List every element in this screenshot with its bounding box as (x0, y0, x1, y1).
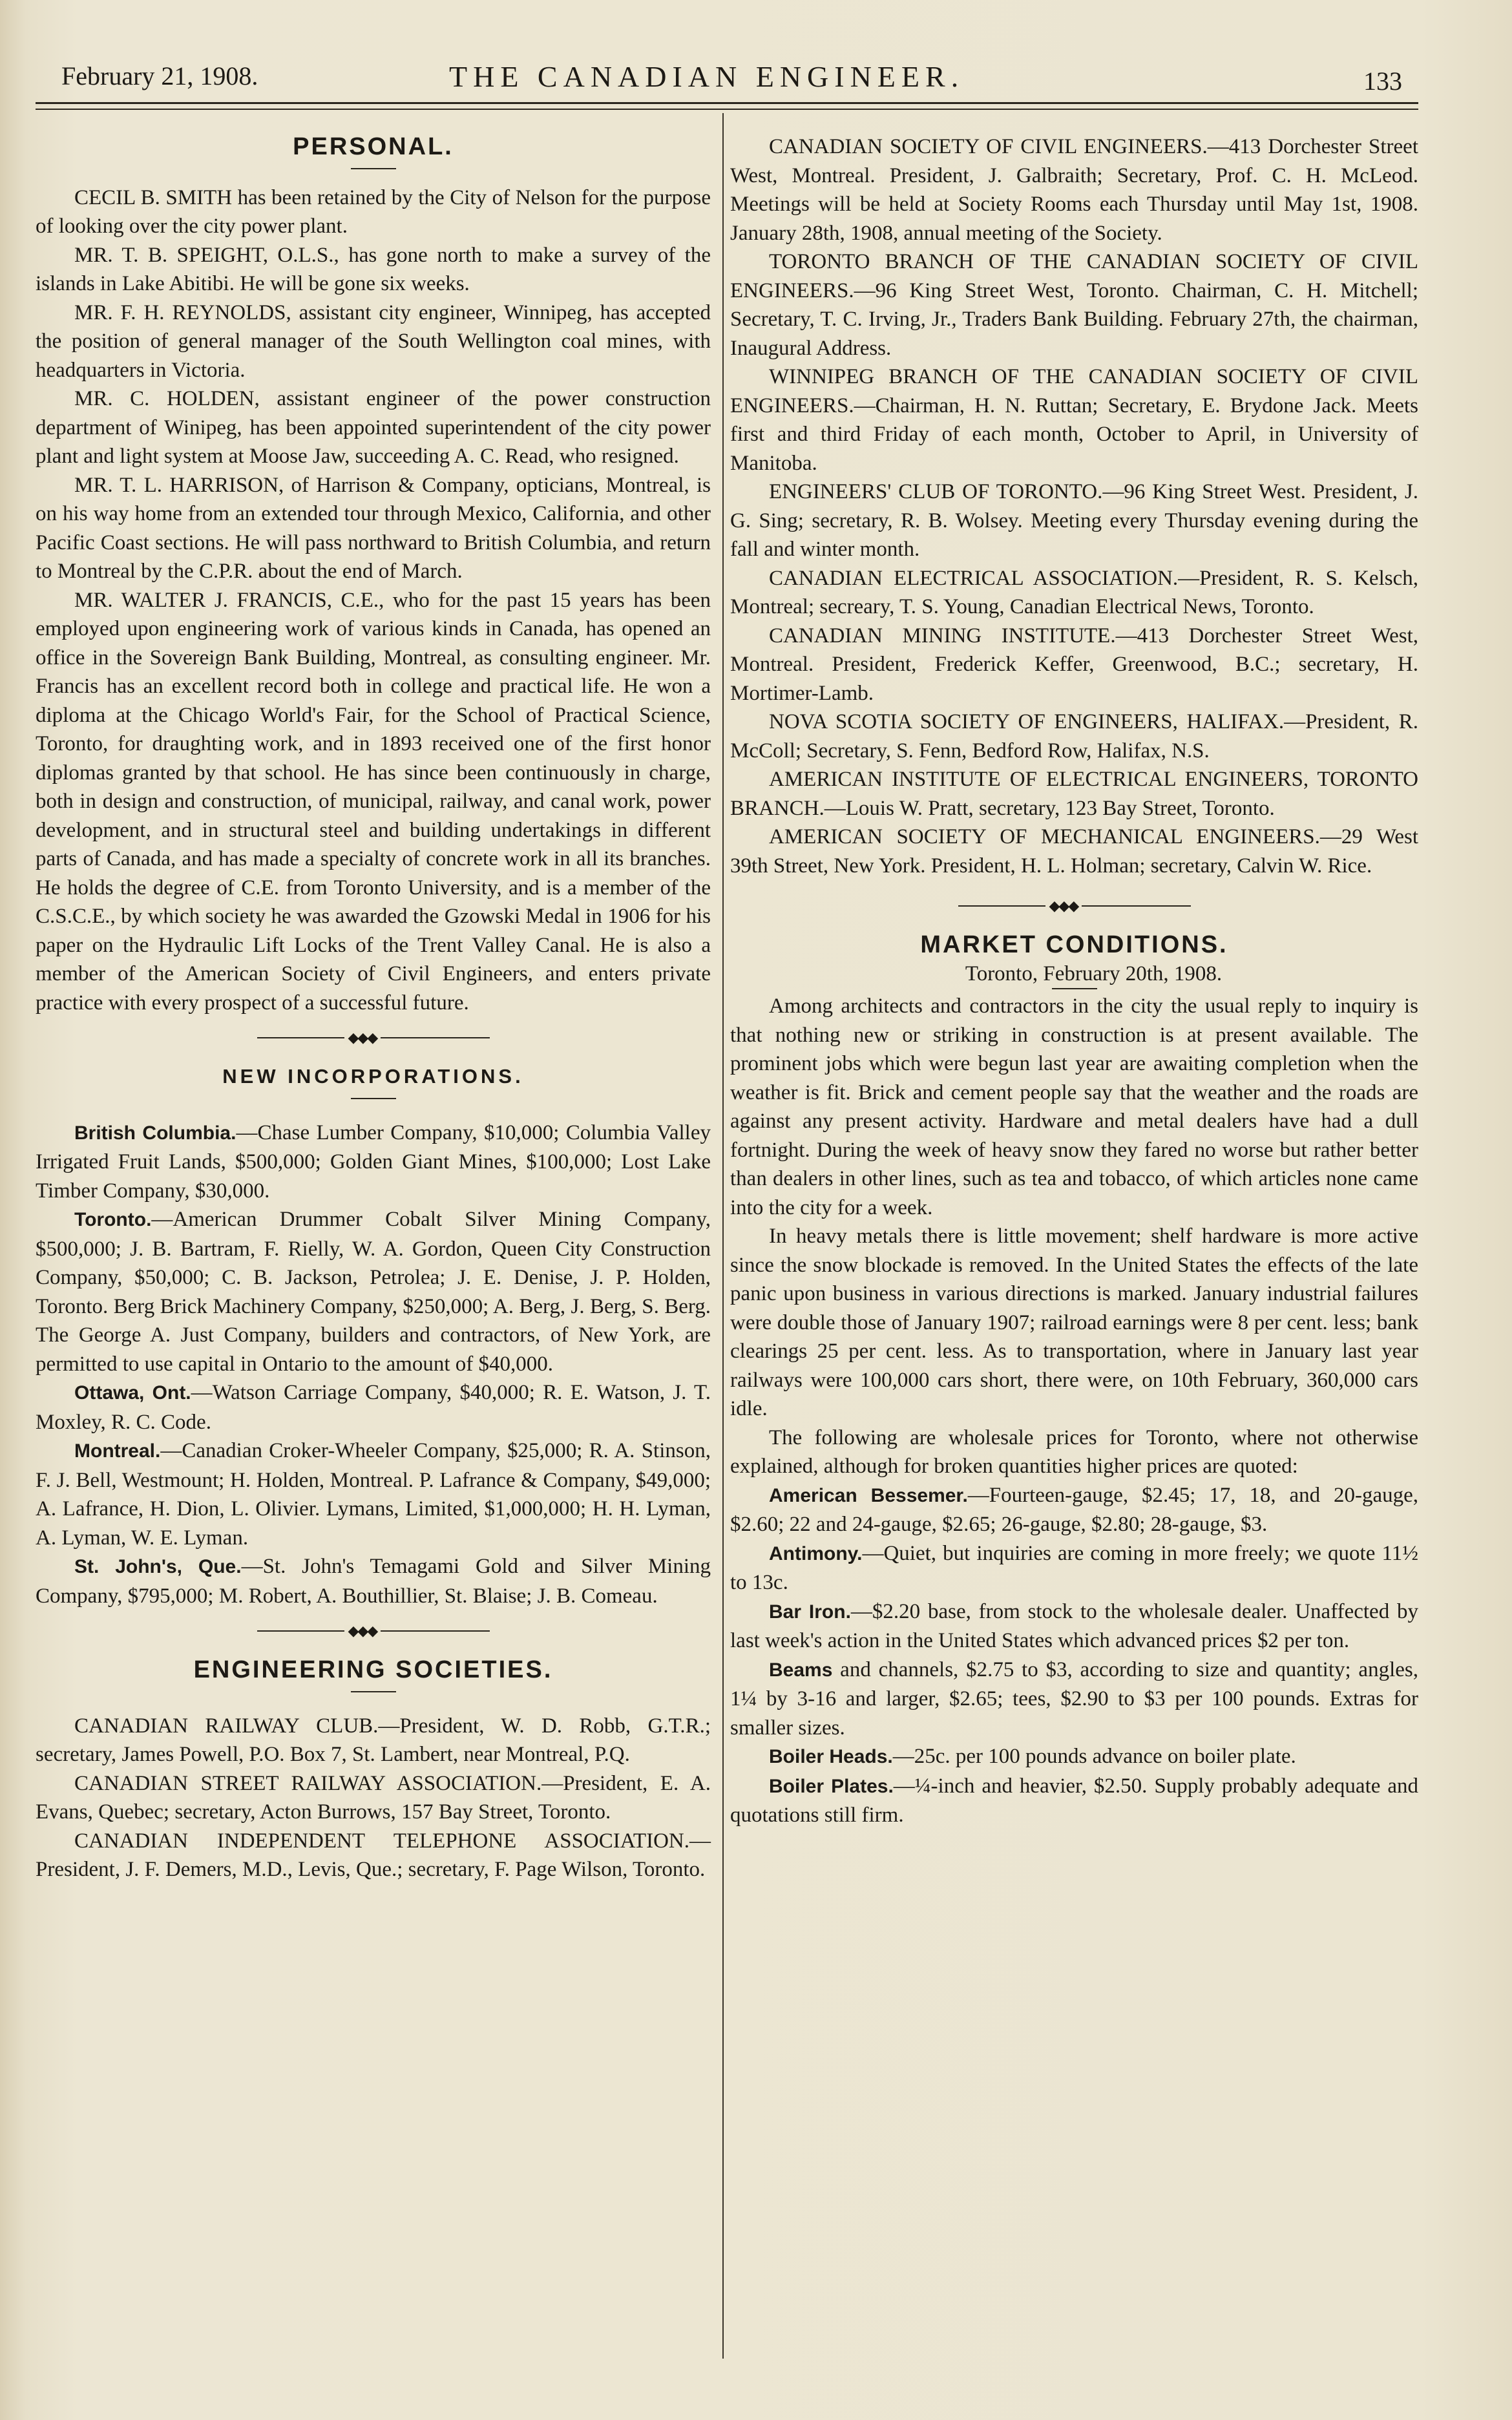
society-item: NOVA SCOTIA SOCIETY OF ENGINEERS, HALIFAX.—President, R. McColl; Secretary, S. Fenn, Bedford Row, Halifax, N.S. (730, 710, 1418, 763)
society-item: CANADIAN ELECTRICAL ASSOCIATION.—President, R. S. Kelsch, Montreal; secreary, T. S. Young, Canadian Electrical News, Toronto. (730, 566, 1418, 618)
price-item: Bar Iron.—$2.20 base, from stock to the wholesale dealer. Unaffected by last week's action in the United States which advanced prices $2 per ton. (730, 1599, 1418, 1652)
society-item: WINNIPEG BRANCH OF THE CANADIAN SOCIETY OF CIVIL ENGINEERS.—Chairman, H. N. Ruttan; Secretary, E. Brydone Jack. Meets first and third Friday of each month, October to April, in University of Manitoba. (730, 365, 1418, 475)
price-item: Boiler Plates.—¼-inch and heavier, $2.50. Supply probably adequate and quotations still firm. (730, 1774, 1418, 1827)
price-item: Antimony.—Quiet, but inquiries are coming in more freely; we quote 11½ to 13c. (730, 1541, 1418, 1594)
market-paragraph: Among architects and contractors in the city the usual reply to inquiry is that nothing new or striking in construction is at present available. The prominent jobs which were begun last year are awaiting completion when the weather is fit. Brick and cement people say that the weather and the roads are against any present activity. Hardware and metal dealers have had a dull fortnight. During the week of heavy snow they fared no worse but rather better than dealers in other lines, such as tea and tobacco, of which articles none came into the city for a week. (730, 994, 1418, 1219)
section-ornament: ◆◆◆ (36, 1031, 711, 1044)
societies-heading: ENGINEERING SOCIETIES. (193, 1656, 553, 1683)
heading-rule (351, 168, 396, 169)
heading-rule (351, 1098, 396, 1099)
price-item: American Bessemer.—Fourteen-gauge, $2.45; 17, 18, and 20-gauge, $2.60; 22 and 24-gauge, $2.65; 26-gauge, $2.80; 28-gauge, $3. (730, 1483, 1419, 1536)
heading-rule (1052, 988, 1097, 989)
section-ornament: ◆◆◆ (36, 1625, 711, 1637)
section-ornament: ◆◆◆ (730, 900, 1418, 912)
header-rule-thin (36, 109, 1418, 110)
personal-item: CECIL B. SMITH has been retained by the City of Nelson for the purpose of looking over the city power plant. (36, 185, 711, 238)
header-rule (36, 102, 1418, 104)
journal-title: THE CANADIAN ENGINEER. (449, 60, 965, 93)
society-item: CANADIAN SOCIETY OF CIVIL ENGINEERS.—413 Dorchester Street West, Montreal. President, J. Galbraith; Secretary, Prof. C. H. McLeod. Meetings will be held at Society Rooms each Thursday until May 1st, 1908. January 28th, 1908, annual meeting of the Society. (730, 135, 1418, 245)
society-item: AMERICAN SOCIETY OF MECHANICAL ENGINEERS.—29 West 39th Street, New York. President, H. L. Holman; secretary, Calvin W. Rice. (730, 825, 1418, 878)
personal-item: MR. F. H. REYNOLDS, assistant city engineer, Winnipeg, has accepted the position of general manager of the South Wellington coal mines, with headquarters in Victoria. (36, 300, 711, 382)
personal-item: MR. C. HOLDEN, assistant engineer of the power construction department of Winipeg, has been appointed superintendent of the city power plant and light system at Moose Jaw, succeeding A. C. Read, who resigned. (36, 387, 711, 468)
heading-rule (351, 1691, 396, 1692)
personal-item: MR. T. L. HARRISON, of Harrison & Company, opticians, Montreal, is on his way home from an extended tour through Mexico, California, and other Pacific Coast sections. He will pass northward to British Columbia, and return to Montreal by the C.P.R. about the end of March. (36, 473, 711, 583)
incorporation-item: Toronto.—American Drummer Cobalt Silver Mining Company, $500,000; J. B. Bartram, F. Rielly, W. A. Gordon, Queen City Construction Company, $50,000; C. B. Jackson, Petrolea; J. E. Denise, J. P. Holden, Toronto. Berg Brick Machinery Company, $250,000; A. Berg, J. Berg, S. Berg. The George A. Just Company, builders and contractors, of New York, are permitted to use capital in Ontario to the amount of $40,000. (36, 1208, 711, 1376)
personal-heading: PERSONAL. (293, 133, 454, 160)
incorporation-item: British Columbia.—Chase Lumber Company, $10,000; Columbia Valley Irrigated Fruit Lands, $500,000; Golden Giant Mines, $100,000; Lost Lake Timber Company, $30,000. (36, 1121, 711, 1203)
header-date: February 21, 1908. (61, 61, 258, 90)
page-header (61, 57, 1402, 102)
page-number: 133 (1363, 67, 1402, 96)
society-item: ENGINEERS' CLUB OF TORONTO.—96 King Street West. President, J. G. Sing; secretary, R. B. Wolsey. Meeting every Thursday evening during the fall and winter month. (730, 480, 1418, 561)
market-paragraph: The following are wholesale prices for Toronto, where not otherwise explained, although for broken quantities higher prices are quoted: (730, 1426, 1418, 1478)
column-divider (722, 113, 724, 2359)
market-heading: MARKET CONDITIONS. (920, 931, 1228, 958)
society-item: TORONTO BRANCH OF THE CANADIAN SOCIETY OF CIVIL ENGINEERS.—96 King Street West, Toronto. Chairman, C. H. Mitchell; Secretary, T. C. Irving, Jr., Traders Bank Building. February 27th, the chairman, Inaugural Address. (730, 250, 1418, 360)
incorporations-heading: NEW INCORPORATIONS. (222, 1065, 524, 1088)
society-item: CANADIAN INDEPENDENT TELEPHONE ASSOCIATION.—President, J. F. Demers, M.D., Levis, Que.; secretary, F. Page Wilson, Toronto. (36, 1829, 711, 1881)
incorporation-item: St. John's, Que.—St. John's Temagami Gold and Silver Mining Company, $795,000; M. Robert, A. Bouthillier, St. Blaise; J. B. Comeau. (36, 1555, 711, 1608)
market-dateline: Toronto, February 20th, 1908. (965, 962, 1223, 985)
society-item: CANADIAN MINING INSTITUTE.—413 Dorchester Street West, Montreal. President, Frederick Keffer, Greenwood, B.C.; secretary, H. Mortimer-Lamb. (730, 624, 1418, 705)
society-item: CANADIAN STREET RAILWAY ASSOCIATION.—President, E. A. Evans, Quebec; secretary, Acton Burrows, 157 Bay Street, Toronto. (36, 1771, 711, 1824)
society-item: AMERICAN INSTITUTE OF ELECTRICAL ENGINEERS, TORONTO BRANCH.—Louis W. Pratt, secretary, 123 Bay Street, Toronto. (730, 768, 1418, 820)
price-item: Boiler Heads.—25c. per 100 pounds advance on boiler plate. (769, 1745, 1296, 1768)
personal-item: MR. WALTER J. FRANCIS, C.E., who for the past 15 years has been employed upon engineering work of various kinds in Canada, has opened an office in the Sovereign Bank Building, Montreal, as consulting engineer. Mr. Francis has an excellent record both in college and practical life. He won a diploma at the Chicago World's Fair, for the School of Practical Science, Toronto, for draughting work, and in 1893 received one of the first honor diplomas granted by that school. He has since been continuously in charge, both in design and construction, of municipal, railway, and canal work, power development, and in structural steel and building undertakings in different parts of Canada, and has made a specialty of concrete work in all its branches. He holds the degree of C.E. from Toronto University, and is a member of the C.S.C.E., by which society he was awarded the Gzowski Medal in 1906 for his paper on the Hydraulic Lift Locks of the Trent Valley Canal. He is also a member of the American Society of Civil Engineers, and enters private practice with every prospect of a successful future. (36, 588, 711, 1015)
society-item: CANADIAN RAILWAY CLUB.—President, W. D. Robb, G.T.R.; secretary, James Powell, P.O. Box 7, St. Lambert, near Montreal, P.Q. (36, 1714, 711, 1766)
left-column (36, 132, 711, 1884)
right-column (730, 132, 1418, 1830)
incorporation-item: Montreal.—Canadian Croker-Wheeler Company, $25,000; R. A. Stinson, F. J. Bell, Westmount; H. Holden, Montreal. P. Lafrance & Company, $49,000; A. Lafrance, H. Dion, L. Olivier. Lymans, Limited, $1,000,000; H. H. Lyman, A. Lyman, W. E. Lyman. (36, 1439, 711, 1550)
personal-item: MR. T. B. SPEIGHT, O.L.S., has gone north to make a survey of the islands in Lake Abitibi. He will be gone six weeks. (36, 243, 711, 295)
incorporation-item: Ottawa, Ont.—Watson Carriage Company, $40,000; R. E. Watson, J. T. Moxley, R. C. Code. (36, 1381, 711, 1434)
market-paragraph: In heavy metals there is little movement; shelf hardware is more active since the snow blockade is removed. In the United States the effects of the late panic upon business in various directions is marked. January industrial failures were double those of January 1907; railroad earnings were 8 per cent. less; bank clearings 25 per cent. less. As to transportation, where in January last year railways were 100,000 cars short, there were, on 10th February, 360,000 cars idle. (730, 1225, 1418, 1420)
price-item: Beams and channels, $2.75 to $3, according to size and quantity; angles, 1¼ by 3-16 and larger, $2.65; tees, $2.90 to $3 per 100 pounds. Extras for smaller sizes. (730, 1657, 1418, 1740)
